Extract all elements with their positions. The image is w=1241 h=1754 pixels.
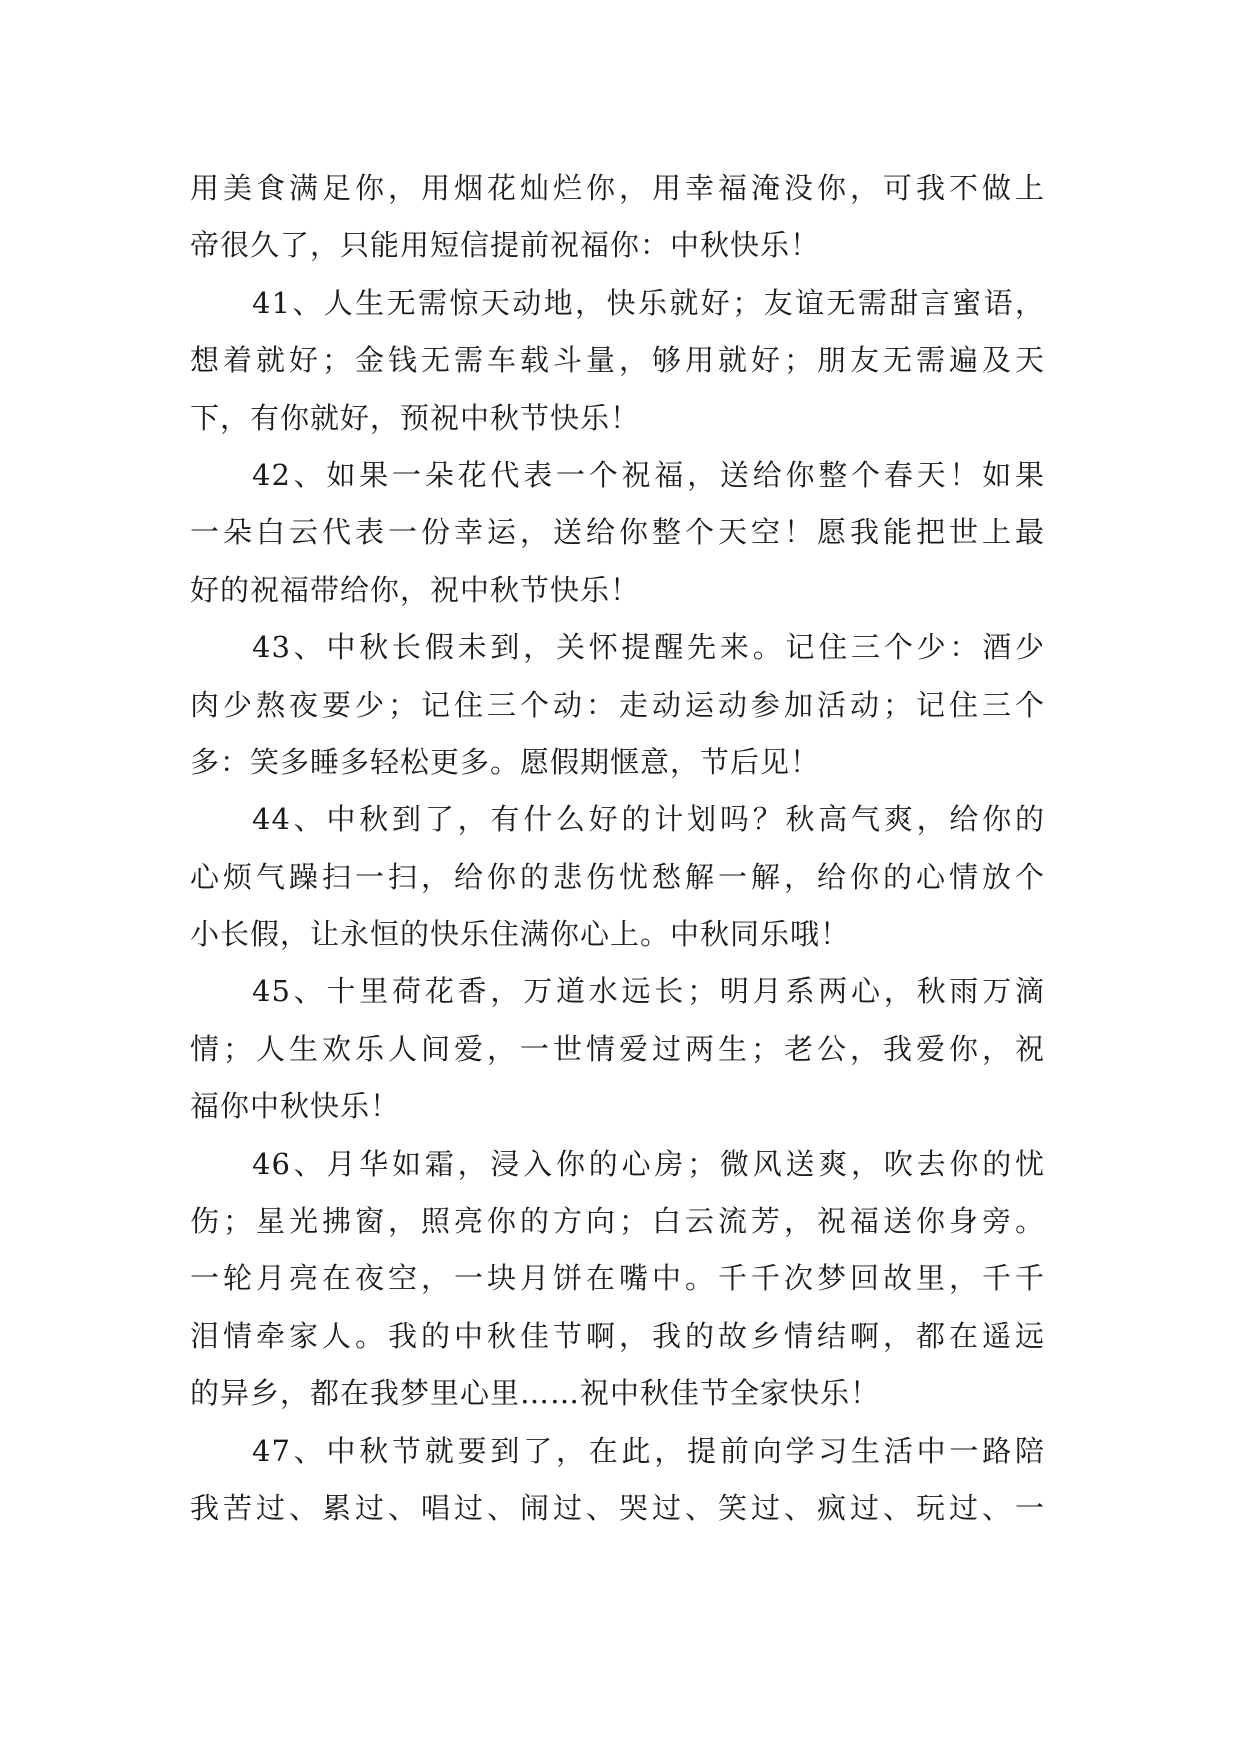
paragraph-43	[190, 619, 1045, 791]
text-line: 42、如果一朵花代表一个祝福，送给你整个春天！如果	[252, 457, 1045, 492]
text-line: 41、人生无需惊天动地，快乐就好；友谊无需甜言蜜语，	[252, 285, 1045, 320]
text-line: 45、十里荷花香，万道水远长；明月系两心，秋雨万滴	[252, 974, 1045, 1009]
text-line: 情；人生欢乐人间爱，一世情爱过两生；老公，我爱你，祝	[190, 1031, 1045, 1066]
text-line: 肉少熬夜要少；记住三个动：走动运动参加活动；记住三个	[190, 687, 1045, 722]
text-line: 47、中秋节就要到了，在此，提前向学习生活中一路陪	[252, 1433, 1045, 1468]
text-line: 心烦气躁扫一扫，给你的悲伤忧愁解一解，给你的心情放个	[190, 859, 1045, 894]
text-line: 想着就好；金钱无需车载斗量，够用就好；朋友无需遍及天	[190, 343, 1045, 378]
text-line: 伤；星光拂窗，照亮你的方向；白云流芳，祝福送你身旁。	[190, 1204, 1045, 1239]
text-line: 帝很久了，只能用短信提前祝福你：中秋快乐！	[190, 228, 821, 263]
paragraph-45	[190, 963, 1045, 1135]
text-line: 用美食满足你，用烟花灿烂你，用幸福淹没你，可我不做上	[190, 171, 1045, 205]
text-line: 的异乡，都在我梦里心里……祝中秋佳节全家快乐！	[190, 1376, 881, 1411]
paragraph-42	[190, 447, 1045, 619]
text-line: 好的祝福带给你，祝中秋节快乐！	[190, 572, 641, 607]
text-line: 小长假，让永恒的快乐住满你心上。中秋同乐哦！	[190, 917, 851, 952]
text-line: 多：笑多睡多轻松更多。愿假期惬意，节后见！	[190, 744, 821, 779]
paragraph-40-continuation	[190, 160, 1045, 275]
text-line: 43、中秋长假未到，关怀提醒先来。记住三个少：酒少	[252, 630, 1045, 665]
paragraph-46	[190, 1136, 1045, 1423]
text-line: 一朵白云代表一份幸运，送给你整个天空！愿我能把世上最	[190, 515, 1045, 550]
paragraph-41	[190, 275, 1045, 447]
text-line: 44、中秋到了，有什么好的计划吗？秋高气爽，给你的	[252, 802, 1045, 837]
paragraph-47	[190, 1423, 1045, 1538]
text-line: 泪情牵家人。我的中秋佳节啊，我的故乡情结啊，都在遥远	[190, 1318, 1045, 1353]
document-body	[190, 160, 1045, 1537]
text-line: 一轮月亮在夜空，一块月饼在嘴中。千千次梦回故里，千千	[190, 1261, 1045, 1296]
text-line: 46、月华如霜，浸入你的心房；微风送爽，吹去你的忧	[252, 1146, 1045, 1181]
paragraph-44	[190, 791, 1045, 963]
text-line: 我苦过、累过、唱过、闹过、哭过、笑过、疯过、玩过、一	[190, 1490, 1045, 1525]
text-line: 福你中秋快乐！	[190, 1089, 401, 1124]
text-line: 下，有你就好，预祝中秋节快乐！	[190, 400, 641, 435]
